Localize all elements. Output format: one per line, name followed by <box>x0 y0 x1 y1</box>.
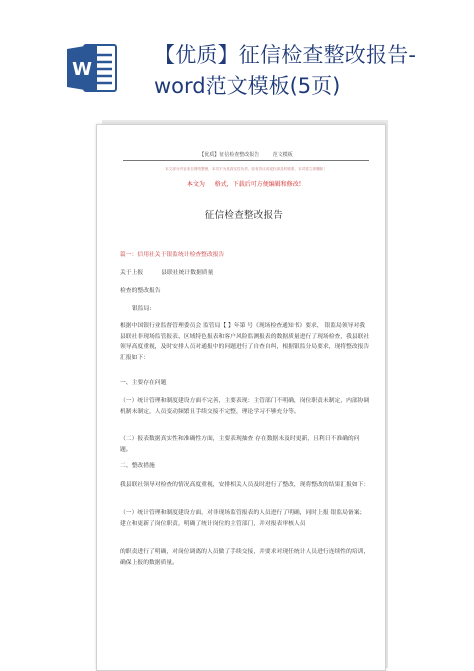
running-header-right: 范文模板 <box>272 152 293 158</box>
word-icon <box>66 42 118 94</box>
disclaimer-text: 本文部分内容来自网络整理，本司不为其真实性负责，如有异议或侵权请及时联系，本司将立即删除！ <box>165 167 327 171</box>
body-paragraph: （二）报表数据真实性和准确性方面，主要表现抽查 存在数据未及时更新，且利日不准确的问题。 <box>120 436 360 453</box>
subject-line: 检查的整改报告 <box>120 288 161 294</box>
section-title: 篇一：信用社关于银监统计检查整改报告 <box>120 252 225 258</box>
body-paragraph: 根据中国银行业监督管理委员会 监管局【 】年第 号《现场检查通知书》要求， 银监局领导对我县联社非现场监管报表、区域特色报表和客户风险监测报表的数据质量进行了现场检查，我县联社领导高度重视，及时安排人员对通报中的问题进行了自查自纠，根据银监分局要求，现将整改报告汇报如下： <box>120 323 370 361</box>
download-notice <box>120 181 368 189</box>
re-text: 县联社统计数据质量 <box>161 270 214 276</box>
re-label: 关于上报 <box>120 270 144 276</box>
notice-prefix: 本文为 <box>186 181 205 188</box>
svg-text:W: W <box>72 59 92 80</box>
body-paragraph: 二、整改措施 <box>120 463 155 469</box>
re-line <box>120 268 370 279</box>
body-paragraph: （一）统计管理和制度建设方面，对非现场监管报表的人员进行了明确，同时上报 银监局备案；建立和更新了岗位职责，明确了统计岗位的主管部门，并对报表审核人员 <box>120 510 366 527</box>
running-header-left: 【优质】征信检查整改报告 <box>199 152 260 158</box>
notice-format: 格式，下载后可方便编辑和修改! <box>214 181 302 188</box>
addressee: 银监局: <box>132 306 152 312</box>
page-title-line1: 【优质】征信检查整改报告- <box>154 43 417 67</box>
running-header <box>123 150 369 161</box>
body-paragraph: 的职责进行了明确，对岗位调离的人员做了手续交接，并要求对现任统计人员进行连续性的培训，确保上报的数据质量。 <box>120 549 370 566</box>
body-paragraph: （一）统计管理和制度建设方面不完善，主要表现：主管部门不明确，岗位职责未制定，内部协调机制未制定，人员变动频繁且手续交接不完整，理论学习不够充分等。 <box>120 398 370 415</box>
page-title-line2: word范文模板(5页) <box>154 74 341 98</box>
body-paragraph: 一、主要存在问题 <box>120 380 167 386</box>
document-heading: 征信检查整改报告 <box>204 210 284 221</box>
body-paragraph: 我县联社领导对检查的情况高度重视，安排相关人员及时进行了整改，现将整改的结果汇报如下： <box>120 482 370 488</box>
